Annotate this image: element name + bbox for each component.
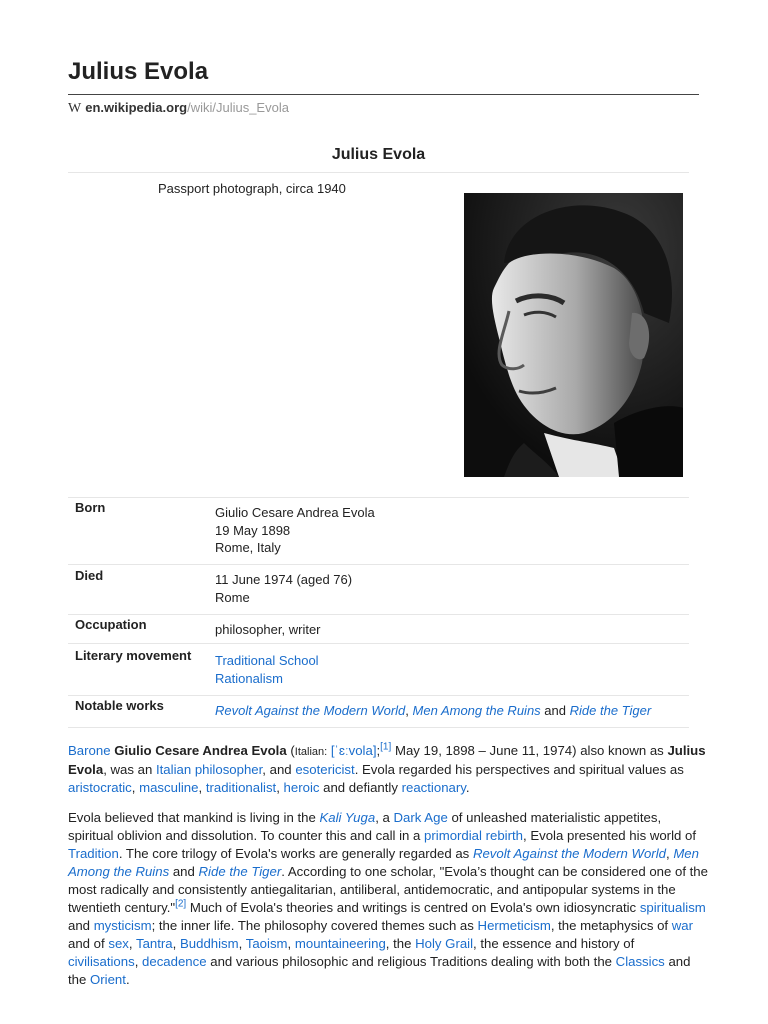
link-barone[interactable]: Barone	[68, 743, 111, 758]
portrait-photo	[464, 193, 683, 477]
text: and	[172, 864, 195, 879]
ref-1[interactable]: [1]	[380, 741, 392, 753]
link-traditional-school[interactable]: Traditional School	[215, 653, 319, 668]
link-revolt[interactable]: Revolt Against the Modern World	[215, 703, 406, 718]
source-line	[68, 100, 289, 117]
conjunction: and	[544, 703, 566, 718]
link-buddhism[interactable]: Buddhism	[179, 936, 239, 951]
text: , a	[375, 810, 390, 825]
page-title: Julius Evola	[68, 58, 209, 85]
link-reactionary[interactable]: reactionary	[401, 780, 466, 795]
ref-2[interactable]: [2]	[175, 898, 187, 910]
died-place: Rome	[215, 589, 250, 605]
text: ,	[276, 780, 280, 795]
link-tantra[interactable]: Tantra	[135, 936, 173, 951]
link-ride-the-tiger-body[interactable]: Ride the Tiger	[198, 864, 282, 879]
link-men-among-ruins-body[interactable]: Men Among the Ruins	[68, 846, 699, 879]
text: of unleashed materialistic appetites, spiritual oblivion and dissolution. To counter this and call in a	[68, 810, 662, 843]
text: Much of Evola's theories and writings is centred on Evola's own idiosyncratic	[189, 900, 637, 915]
link-hermeticism[interactable]: Hermeticism	[477, 918, 551, 933]
works-value	[215, 702, 651, 720]
text: ; the inner life. The philosophy covered themes such as	[151, 918, 474, 933]
separator: ,	[405, 703, 409, 718]
link-kali-yuga[interactable]: Kali Yuga	[319, 810, 376, 825]
infobox-divider	[68, 695, 689, 696]
infobox-title: Julius Evola	[331, 146, 426, 163]
born-name: Giulio Cesare Andrea Evola	[215, 505, 375, 520]
movement-label: Literary movement	[75, 648, 192, 663]
born-place: Rome, Italy	[215, 540, 281, 555]
born-date: 19 May 1898	[215, 522, 291, 538]
link-classics[interactable]: Classics	[615, 954, 665, 969]
link-taoism[interactable]: Taoism	[245, 936, 288, 951]
text: ,	[287, 936, 292, 951]
text: , the metaphysics of	[550, 918, 669, 933]
infobox-divider	[68, 564, 689, 565]
link-sex[interactable]: sex	[108, 936, 129, 951]
text: and defiantly	[323, 780, 398, 795]
link-aristocratic[interactable]: aristocratic	[68, 780, 132, 795]
language-label: Italian:	[294, 746, 328, 758]
text: , Evola presented his world of	[523, 828, 696, 843]
link-orient[interactable]: Orient	[90, 972, 126, 987]
link-spiritualism[interactable]: spiritualism	[639, 900, 706, 915]
text: and various philosophic and religious Traditions dealing with both the	[210, 954, 612, 969]
died-date: 11 June 1974 (aged 76)	[215, 572, 353, 587]
portrait-image	[464, 193, 683, 477]
text: , the essence and history of	[473, 936, 635, 951]
link-tradition[interactable]: Tradition	[68, 846, 119, 861]
infobox-caption: Passport photograph, circa 1940	[158, 181, 346, 196]
text: . Evola regarded his perspectives and spiritual values as	[354, 762, 684, 777]
died-value	[215, 571, 352, 606]
link-civilisations[interactable]: civilisations	[68, 954, 135, 969]
text: and of	[68, 936, 105, 951]
text: and	[68, 918, 91, 933]
common-name: Julius Evola	[68, 743, 706, 777]
text: , and	[262, 762, 292, 777]
born-label: Born	[75, 500, 106, 515]
infobox-divider	[68, 727, 689, 728]
text: , the	[385, 936, 412, 951]
died-label: Died	[75, 568, 104, 583]
link-traditionalist[interactable]: traditionalist	[205, 780, 277, 795]
text: ;	[376, 743, 381, 758]
text: ,	[134, 954, 139, 969]
born-value	[215, 504, 375, 557]
text: , was an	[103, 762, 153, 777]
text: .	[125, 972, 130, 987]
link-italian-philosopher[interactable]: Italian philosopher	[155, 762, 263, 777]
text: ,	[198, 780, 203, 795]
paragraph-beliefs	[68, 809, 708, 989]
text: ,	[665, 846, 670, 861]
link-ipa[interactable]: [ˈɛːvola]	[330, 743, 377, 758]
text: Evola believed that mankind is living in the	[68, 810, 316, 825]
text: ,	[238, 936, 243, 951]
source-path: /wiki/Julius_Evola	[187, 100, 289, 115]
link-decadence[interactable]: decadence	[142, 954, 207, 969]
link-masculine[interactable]: masculine	[139, 780, 199, 795]
link-rationalism[interactable]: Rationalism	[215, 670, 283, 686]
link-men-among-ruins[interactable]: Men Among the Ruins	[412, 703, 541, 718]
link-holy-grail[interactable]: Holy Grail	[415, 936, 474, 951]
link-primordial-rebirth[interactable]: primordial rebirth	[424, 828, 523, 843]
full-name: Giulio Cesare Andrea Evola	[114, 743, 287, 758]
text: ,	[128, 936, 133, 951]
works-label: Notable works	[75, 698, 164, 713]
link-revolt-body[interactable]: Revolt Against the Modern World	[472, 846, 666, 861]
infobox-divider	[68, 643, 689, 644]
source-domain-link[interactable]: en.wikipedia.org	[85, 100, 188, 115]
title-divider	[68, 94, 699, 95]
text: (	[290, 743, 295, 758]
link-mountaineering[interactable]: mountaineering	[294, 936, 386, 951]
link-ride-the-tiger[interactable]: Ride the Tiger	[569, 703, 652, 718]
paragraph-intro	[68, 742, 708, 797]
infobox-divider	[68, 614, 689, 615]
link-heroic[interactable]: heroic	[283, 780, 320, 795]
text: . According to one scholar, "Evola’s thought can be considered one of the most radically and consistently antiegalitarian, antiliberal, antidemocratic, and antipopular systems in the twentieth century."	[68, 864, 708, 915]
link-mysticism[interactable]: mysticism	[93, 918, 152, 933]
occupation-value: philosopher, writer	[215, 622, 321, 637]
text: . The core trilogy of Evola's works are generally regarded as	[118, 846, 470, 861]
link-dark-age[interactable]: Dark Age	[393, 810, 448, 825]
infobox-divider	[68, 497, 689, 498]
wikipedia-logo-icon: W	[68, 101, 82, 116]
text: ,	[172, 936, 177, 951]
link-esotericist[interactable]: esotericist	[295, 762, 355, 777]
infobox-divider	[68, 172, 689, 173]
link-war[interactable]: war	[671, 918, 694, 933]
text: .	[465, 780, 470, 795]
occupation-label: Occupation	[75, 617, 147, 632]
text: May 19, 1898 – June 11, 1974) also known as	[394, 743, 664, 758]
text: and the	[68, 954, 691, 987]
text: ,	[131, 780, 136, 795]
movement-value	[215, 652, 319, 687]
